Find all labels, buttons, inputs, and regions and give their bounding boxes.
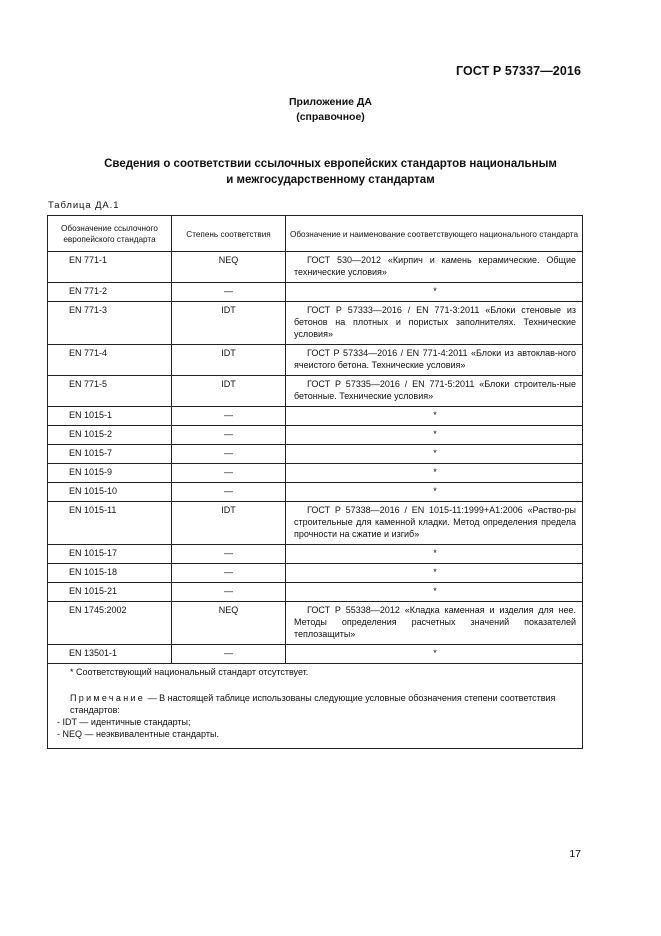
header-degree: Степень соответствия bbox=[172, 216, 286, 252]
cell-european-standard: EN 771-5 bbox=[48, 376, 172, 407]
note-text: — В настоящей таблице использованы следующие условные обозначения степени соответствия стандартов: bbox=[70, 693, 556, 715]
table-row bbox=[48, 345, 583, 376]
cell-national-standard: * bbox=[286, 464, 583, 483]
table-row bbox=[48, 464, 583, 483]
cell-european-standard: EN 771-2 bbox=[48, 283, 172, 302]
cell-national-standard: * bbox=[286, 407, 583, 426]
footnote: * Соответствующий национальный стандарт отсутствует. bbox=[70, 667, 309, 677]
cell-national-standard: * bbox=[286, 283, 583, 302]
cell-degree: — bbox=[172, 545, 286, 564]
cell-degree: IDT bbox=[172, 302, 286, 345]
cell-national-standard: * bbox=[286, 564, 583, 583]
cell-national-standard: * bbox=[286, 645, 583, 664]
table-row bbox=[48, 407, 583, 426]
note-label: Примечание bbox=[70, 693, 146, 703]
cell-degree: — bbox=[172, 283, 286, 302]
table-notes bbox=[48, 664, 583, 749]
note bbox=[54, 692, 576, 716]
page-number: 17 bbox=[569, 848, 581, 860]
cell-national-standard: ГОСТ Р 55338—2012 «Кладка каменная и изделия для нее. Методы определения расчетных значений показателей теплозащиты» bbox=[286, 602, 583, 645]
cell-degree: NEQ bbox=[172, 602, 286, 645]
cell-european-standard: EN 771-4 bbox=[48, 345, 172, 376]
table-row bbox=[48, 283, 583, 302]
cell-european-standard: EN 1015-1 bbox=[48, 407, 172, 426]
cell-european-standard: EN 13501-1 bbox=[48, 645, 172, 664]
cell-degree: NEQ bbox=[172, 252, 286, 283]
cell-european-standard: EN 1015-21 bbox=[48, 583, 172, 602]
cell-national-standard: * bbox=[286, 445, 583, 464]
cell-european-standard: EN 1015-9 bbox=[48, 464, 172, 483]
cell-degree: — bbox=[172, 407, 286, 426]
cell-national-standard: ГОСТ Р 57335—2016 / EN 771-5:2011 «Блоки строитель-ные бетонные. Технические условия» bbox=[286, 376, 583, 407]
cell-european-standard: EN 1015-7 bbox=[48, 445, 172, 464]
appendix-subtitle: (справочное) bbox=[296, 111, 365, 123]
note-item-neq: - NEQ — неэквивалентные стандарты. bbox=[57, 729, 219, 739]
cell-european-standard: EN 771-1 bbox=[48, 252, 172, 283]
table-row bbox=[48, 502, 583, 545]
table-row bbox=[48, 445, 583, 464]
cell-degree: — bbox=[172, 464, 286, 483]
cell-european-standard: EN 1015-17 bbox=[48, 545, 172, 564]
table-row bbox=[48, 645, 583, 664]
cell-degree: IDT bbox=[172, 345, 286, 376]
correspondence-table bbox=[47, 215, 583, 749]
table-caption: Таблица ДА.1 bbox=[48, 200, 120, 211]
cell-national-standard: ГОСТ Р 57338—2016 / EN 1015-11:1999+A1:2006 «Раство-ры строительные для каменной кладки. Метод определения предела прочности на сжатие и изгиб» bbox=[286, 502, 583, 545]
cell-european-standard: EN 1745:2002 bbox=[48, 602, 172, 645]
cell-european-standard: EN 1015-18 bbox=[48, 564, 172, 583]
cell-degree: — bbox=[172, 645, 286, 664]
table-row bbox=[48, 602, 583, 645]
cell-degree: — bbox=[172, 426, 286, 445]
cell-european-standard: EN 1015-2 bbox=[48, 426, 172, 445]
cell-national-standard: ГОСТ 530—2012 «Кирпич и камень керамические. Общие технические условия» bbox=[286, 252, 583, 283]
note-item-idt: - IDT — идентичные стандарты; bbox=[57, 717, 191, 727]
table-row bbox=[48, 426, 583, 445]
table-row bbox=[48, 302, 583, 345]
table-header-row bbox=[48, 216, 583, 252]
table-row bbox=[48, 545, 583, 564]
cell-national-standard: * bbox=[286, 545, 583, 564]
cell-national-standard: * bbox=[286, 583, 583, 602]
cell-degree: IDT bbox=[172, 376, 286, 407]
cell-national-standard: ГОСТ Р 57334—2016 / EN 771-4:2011 «Блоки из автоклав-ного ячеистого бетона. Технические условия» bbox=[286, 345, 583, 376]
cell-degree: IDT bbox=[172, 502, 286, 545]
table-body bbox=[48, 252, 583, 664]
table-row bbox=[48, 564, 583, 583]
table-row bbox=[48, 483, 583, 502]
cell-degree: — bbox=[172, 583, 286, 602]
appendix-title: Приложение ДА bbox=[289, 96, 372, 108]
section-title bbox=[0, 156, 661, 188]
cell-european-standard: EN 1015-11 bbox=[48, 502, 172, 545]
cell-european-standard: EN 771-3 bbox=[48, 302, 172, 345]
cell-degree: — bbox=[172, 445, 286, 464]
header-national-standard: Обозначение и наименование соответствующего национального стандарта bbox=[286, 216, 583, 252]
table-notes-row bbox=[48, 664, 583, 749]
cell-national-standard: ГОСТ Р 57333—2016 / EN 771-3:2011 «Блоки стеновые из бетонов на плотных и пористых заполнителях. Технические условия» bbox=[286, 302, 583, 345]
table-row bbox=[48, 252, 583, 283]
cell-national-standard: * bbox=[286, 426, 583, 445]
appendix-heading bbox=[0, 95, 661, 125]
table-row bbox=[48, 376, 583, 407]
section-title-line-1: Сведения о соответствии ссылочных европейских стандартов национальным bbox=[104, 158, 557, 170]
section-title-line-2: и межгосударственному стандартам bbox=[226, 174, 435, 186]
cell-degree: — bbox=[172, 483, 286, 502]
table-row bbox=[48, 583, 583, 602]
cell-national-standard: * bbox=[286, 483, 583, 502]
cell-european-standard: EN 1015-10 bbox=[48, 483, 172, 502]
cell-degree: — bbox=[172, 564, 286, 583]
header-european-standard: Обозначение ссылочного европейского стандарта bbox=[48, 216, 172, 252]
document-code: ГОСТ Р 57337—2016 bbox=[455, 64, 581, 78]
